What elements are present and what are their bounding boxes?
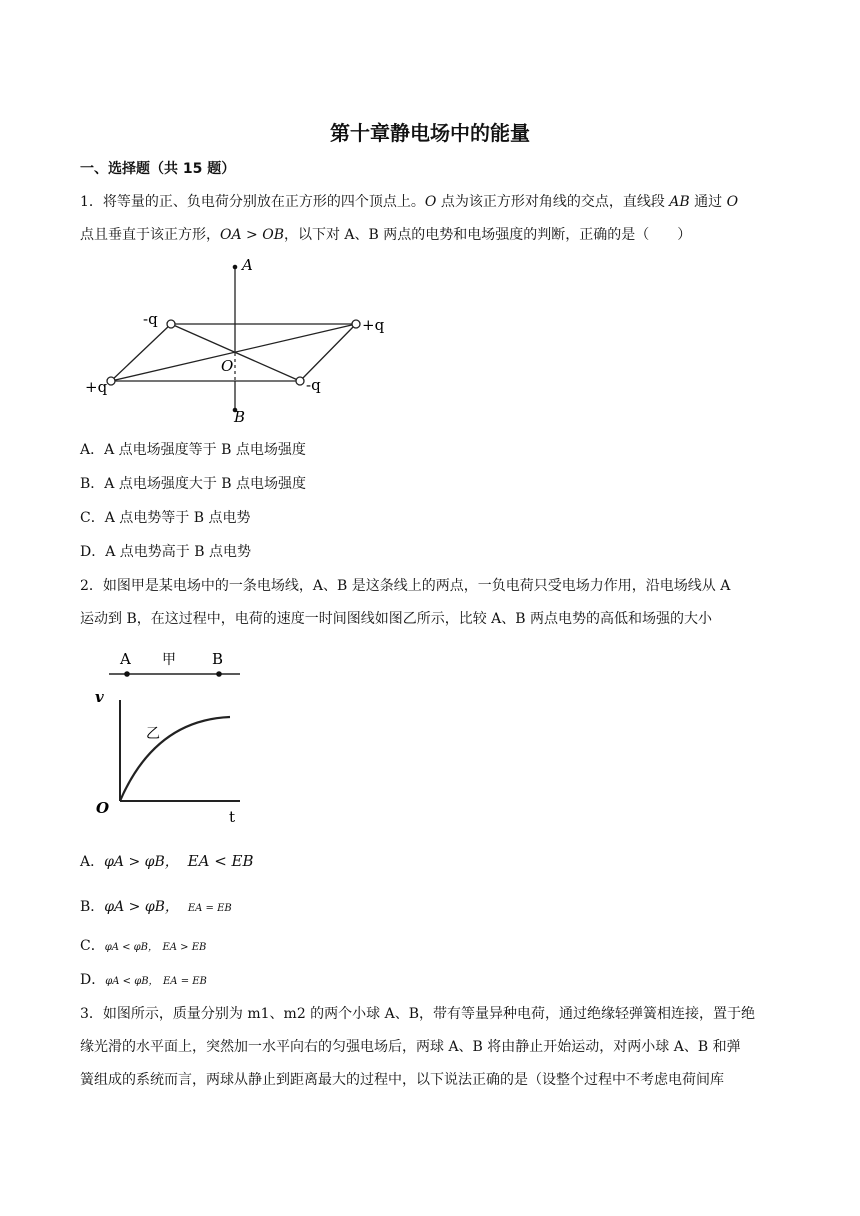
label-o: O (221, 357, 234, 375)
q1-segment-ab: AB (669, 194, 690, 210)
charge-neg-top (167, 320, 175, 328)
q2-line-2: 运动到 B，在这过程中，电荷的速度一时间图线如图乙所示，比较 A、B 两点电势的高低和场强的大小 (80, 611, 713, 627)
charge-neg-bottom (296, 377, 304, 385)
q2-option-a (80, 851, 254, 871)
q1-text: ，以下对 A、B 两点的电势和电场强度的判断，正确的是（ ） (283, 227, 692, 243)
q1-text: 1．将等量的正、负电荷分别放在正方形的四个顶点上。 (80, 194, 425, 210)
option-label: C． (80, 938, 105, 954)
point-b (216, 671, 222, 677)
label-a: A (242, 256, 253, 274)
q2-figure (80, 640, 260, 830)
q1-text: 点为该正方形对角线的交点，直线段 (436, 194, 670, 210)
section-heading: 一、选择题（共 15 题） (80, 161, 236, 177)
q1-text: 通过 (689, 194, 727, 210)
q1-text: 点且垂直于该正方形， (80, 227, 220, 243)
q1-figure-charges-square (80, 250, 400, 425)
label-jia: 甲 (162, 652, 176, 668)
label-neg-q-bottom: -q (306, 376, 321, 394)
q1-line-1 (80, 191, 738, 211)
q1-option-b: B．A 点电场强度大于 B 点电场强度 (80, 476, 307, 492)
option-phi: φA > φB， (104, 854, 179, 870)
q1-option-c: C．A 点电势等于 B 点电势 (80, 510, 251, 526)
q1-line-2 (80, 224, 691, 244)
q2-option-b (80, 896, 232, 916)
option-e: EA = EB (187, 903, 232, 914)
option-phi: φA < φB， (104, 942, 159, 953)
label-a: A (120, 650, 131, 668)
label-o: O (96, 799, 110, 817)
q1-option-a: A．A 点电场强度等于 B 点电场强度 (80, 442, 306, 458)
point-a (233, 265, 238, 270)
option-label: D． (80, 972, 106, 988)
option-phi: φA > φB， (104, 899, 179, 915)
label-neg-q-top: -q (143, 310, 158, 328)
square-edge (300, 324, 356, 381)
q3-line-1: 3．如图所示，质量分别为 m1、m2 的两个小球 A、B，带有等量异种电荷，通过绝缘轻弹簧相连接，置于绝 (80, 1006, 756, 1022)
diagonal (111, 324, 356, 381)
option-phi: φA < φB， (105, 976, 159, 987)
label-b: B (234, 408, 246, 425)
velocity-curve (120, 717, 230, 801)
charge-pos-left (107, 377, 115, 385)
option-label: B． (80, 899, 105, 915)
label-v: v (95, 688, 104, 706)
q1-point-o: O (726, 194, 739, 210)
q2-line-1: 2．如图甲是某电场中的一条电场线，A、B 是这条线上的两点，一负电荷只受电场力作用，沿电场线从 A (80, 578, 731, 594)
q2-option-d (80, 969, 207, 989)
charge-pos-right (352, 320, 360, 328)
label-b: B (212, 650, 224, 668)
label-pos-q-left: +q (85, 378, 108, 396)
label-t: t (229, 808, 236, 826)
label-yi: 乙 (146, 726, 160, 742)
point-a (124, 671, 130, 677)
q3-line-2: 缘光滑的水平面上，突然加一水平向右的匀强电场后，两球 A、B 将由静止开始运动，对两小球 A、B 和弹 (80, 1039, 741, 1055)
q1-option-d: D．A 点电势高于 B 点电势 (80, 544, 251, 560)
option-e: EA > EB (162, 942, 207, 953)
page-title: 第十章静电场中的能量 (330, 121, 530, 145)
square-edge (111, 324, 171, 381)
option-label: A． (80, 854, 105, 870)
q3-line-3: 簧组成的系统而言，两球从静止到距离最大的过程中，以下说法正确的是（设整个过程中不考虑电荷间库 (80, 1072, 724, 1088)
q1-point-o: O (424, 194, 437, 210)
option-e: EA = EB (163, 976, 207, 987)
option-e: EA < EB (187, 852, 254, 870)
q2-option-c (80, 935, 206, 955)
label-pos-q-right: +q (362, 316, 385, 334)
q1-inequality: OA > OB (220, 227, 284, 243)
